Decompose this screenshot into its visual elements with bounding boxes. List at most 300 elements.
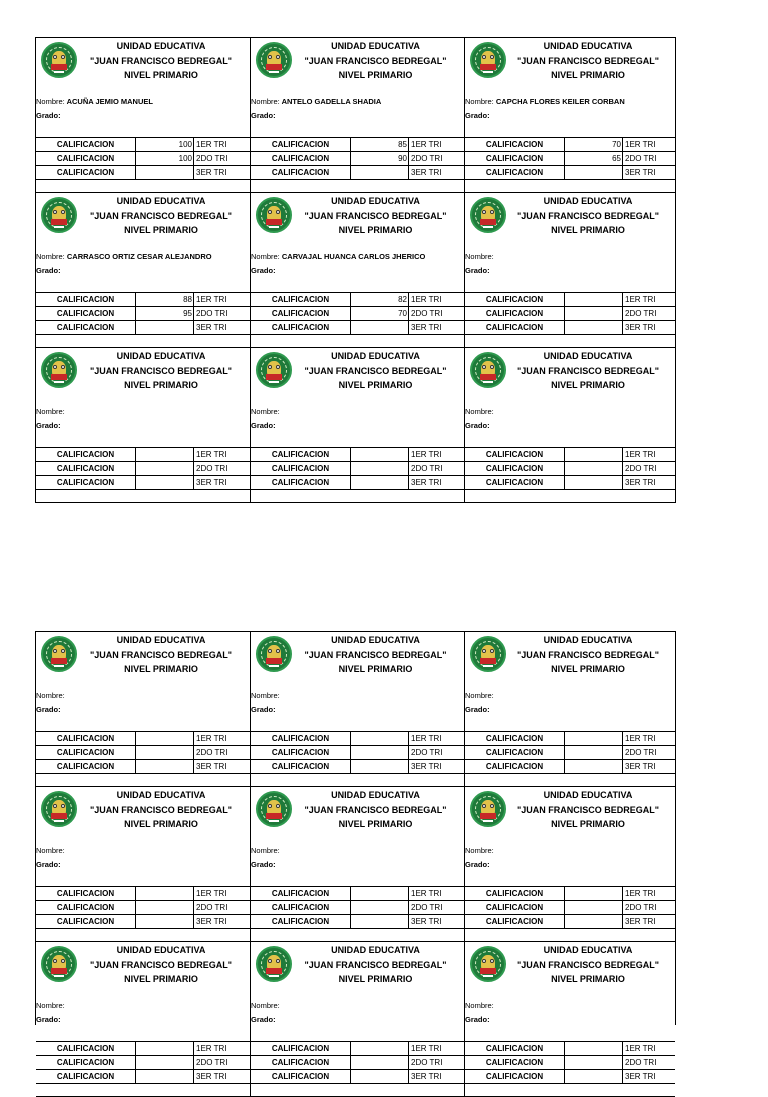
calificacion-label: CALIFICACION: [465, 1070, 565, 1083]
school-line-1: UNIDAD EDUCATIVA: [331, 351, 420, 361]
trimester-3-label: 3ER TRI: [625, 762, 656, 771]
student-name-row: [36, 97, 153, 106]
school-level: NIVEL PRIMARIO: [338, 819, 413, 829]
school-level: NIVEL PRIMARIO: [124, 819, 198, 829]
calificacion-label: CALIFICACION: [465, 1056, 565, 1069]
trimester-2-label: 2DO TRI: [411, 748, 443, 757]
grade-value-2: [351, 1056, 409, 1069]
grade-row-3: [465, 166, 675, 180]
trimester-3-label: 3ER TRI: [411, 1072, 442, 1081]
grade-row-2: [251, 746, 464, 760]
school-name: "JUAN FRANCISCO BEDREGAL": [516, 959, 660, 970]
trimester-2-label: 2DO TRI: [625, 309, 657, 318]
report-card: [465, 787, 675, 942]
grades-table: [251, 447, 464, 490]
grade-row-1: [465, 1042, 675, 1056]
school-line-1: UNIDAD EDUCATIVA: [331, 945, 420, 955]
school-header: [505, 633, 671, 677]
grade-row-1: [251, 293, 464, 307]
nombre-label: Nombre:: [465, 252, 494, 261]
nombre-label: Nombre:: [465, 1001, 494, 1010]
grade-value-2: [565, 462, 623, 475]
report-card: [36, 38, 251, 193]
grade-row-2: [36, 152, 250, 166]
grade-row-1: [36, 1042, 250, 1056]
trimester-1-label: 1ER TRI: [625, 450, 656, 459]
grade-row-2: [465, 307, 675, 321]
calificacion-label: CALIFICACION: [465, 476, 565, 489]
student-name-row: [251, 252, 425, 261]
school-name: "JUAN FRANCISCO BEDREGAL": [89, 55, 233, 66]
grade-row-2: [251, 462, 464, 476]
grade-row-3: [251, 166, 464, 180]
trimester-1-label: 1ER TRI: [625, 295, 656, 304]
grade-row-2: [465, 152, 675, 166]
grades-table: [251, 886, 464, 929]
grado-label: Grado:: [251, 705, 276, 714]
calificacion-label: CALIFICACION: [251, 915, 351, 928]
trimester-1-label: 1ER TRI: [196, 734, 227, 743]
calificacion-label: CALIFICACION: [36, 1056, 136, 1069]
calificacion-label: CALIFICACION: [465, 760, 565, 773]
calificacion-label: CALIFICACION: [36, 138, 136, 151]
trimester-2-label: 2DO TRI: [196, 748, 228, 757]
calificacion-label: CALIFICACION: [251, 293, 351, 306]
calificacion-label: CALIFICACION: [465, 887, 565, 900]
grade-value-2: [136, 1056, 194, 1069]
grade-row-3: [465, 476, 675, 490]
report-card: [251, 632, 465, 787]
grade-value-2: [565, 1056, 623, 1069]
school-level: NIVEL PRIMARIO: [551, 974, 625, 984]
trimester-2-label: 2DO TRI: [411, 903, 443, 912]
grade-row-1: [36, 732, 250, 746]
grade-row-2: [251, 901, 464, 915]
calificacion-label: CALIFICACION: [36, 293, 136, 306]
school-line-1: UNIDAD EDUCATIVA: [116, 945, 206, 955]
grade-row-1: [251, 448, 464, 462]
grado-label: Grado:: [36, 421, 61, 430]
nombre-label: Nombre:: [36, 97, 65, 106]
student-name-row: [465, 691, 494, 700]
grades-table: [465, 447, 675, 490]
grade-row-1: [251, 138, 464, 152]
school-level: NIVEL PRIMARIO: [338, 70, 413, 80]
student-name-row: [36, 1001, 65, 1010]
trimester-2-label: 2DO TRI: [411, 464, 443, 473]
trimester-2-label: 2DO TRI: [625, 903, 657, 912]
grade-row-3: [465, 321, 675, 335]
report-card: [36, 193, 251, 348]
school-level: NIVEL PRIMARIO: [124, 225, 198, 235]
school-line-1: UNIDAD EDUCATIVA: [543, 635, 633, 645]
student-name: CAPCHA FLORES KEILER CORBAN: [495, 97, 625, 106]
school-logo-icon: [470, 946, 506, 982]
school-header: [505, 788, 671, 832]
school-logo-icon: [470, 197, 506, 233]
report-card: [465, 942, 675, 1097]
school-header: [76, 633, 246, 677]
calificacion-label: CALIFICACION: [251, 901, 351, 914]
grade-value-1: [136, 1042, 194, 1055]
grade-row-3: [36, 476, 250, 490]
grade-row-1: [36, 887, 250, 901]
grade-value-3: [136, 321, 194, 334]
nombre-label: Nombre:: [251, 846, 280, 855]
school-level: NIVEL PRIMARIO: [124, 380, 198, 390]
school-header: [291, 39, 460, 83]
grado-label: Grado:: [465, 860, 490, 869]
nombre-label: Nombre:: [251, 691, 280, 700]
grades-table: [465, 292, 675, 335]
report-card: [36, 348, 251, 503]
calificacion-label: CALIFICACION: [251, 760, 351, 773]
grade-row-3: [465, 760, 675, 774]
grade-value-1: [351, 887, 409, 900]
school-line-1: UNIDAD EDUCATIVA: [331, 41, 420, 51]
school-level: NIVEL PRIMARIO: [551, 664, 625, 674]
nombre-label: Nombre:: [36, 691, 65, 700]
grade-value-1: [136, 887, 194, 900]
calificacion-label: CALIFICACION: [465, 166, 565, 179]
calificacion-label: CALIFICACION: [251, 732, 351, 745]
school-line-1: UNIDAD EDUCATIVA: [543, 945, 633, 955]
school-name: "JUAN FRANCISCO BEDREGAL": [304, 959, 447, 970]
student-name-row: [36, 252, 212, 261]
grades-table: [36, 886, 250, 929]
grade-row-2: [36, 1056, 250, 1070]
school-level: NIVEL PRIMARIO: [551, 380, 625, 390]
trimester-2-label: 2DO TRI: [625, 154, 657, 163]
trimester-3-label: 3ER TRI: [196, 1072, 227, 1081]
grade-row-2: [251, 307, 464, 321]
grade-row-3: [36, 1070, 250, 1084]
grade-row-1: [251, 732, 464, 746]
grade-value-1: [565, 732, 623, 745]
calificacion-label: CALIFICACION: [36, 1070, 136, 1083]
nombre-label: Nombre:: [36, 252, 65, 261]
grade-value-2: 65: [565, 152, 623, 165]
school-level: NIVEL PRIMARIO: [551, 819, 625, 829]
school-name: "JUAN FRANCISCO BEDREGAL": [304, 210, 447, 221]
calificacion-label: CALIFICACION: [36, 321, 136, 334]
nombre-label: Nombre:: [36, 407, 65, 416]
trimester-3-label: 3ER TRI: [196, 917, 227, 926]
grado-label: Grado:: [465, 266, 490, 275]
grade-value-3: [565, 915, 623, 928]
student-name-row: [36, 407, 65, 416]
grade-row-3: [36, 915, 250, 929]
grade-row-2: [36, 746, 250, 760]
student-name-row: [251, 846, 280, 855]
grade-value-3: [351, 476, 409, 489]
trimester-1-label: 1ER TRI: [625, 889, 656, 898]
school-header: [291, 194, 460, 238]
grade-row-2: [465, 746, 675, 760]
nombre-label: Nombre:: [465, 97, 494, 106]
student-name-row: [465, 846, 494, 855]
grade-row-3: [251, 321, 464, 335]
student-name-row: [251, 407, 280, 416]
student-name-row: [251, 1001, 280, 1010]
report-card-sheet-1: [35, 37, 676, 503]
grade-value-3: [136, 1070, 194, 1083]
trimester-3-label: 3ER TRI: [625, 1072, 656, 1081]
grade-value-1: [136, 732, 194, 745]
trimester-1-label: 1ER TRI: [196, 295, 227, 304]
report-card: [465, 632, 675, 787]
grade-row-3: [36, 321, 250, 335]
grades-table: [36, 1041, 250, 1084]
school-header: [76, 39, 246, 83]
calificacion-label: CALIFICACION: [465, 138, 565, 151]
school-header: [505, 943, 671, 987]
school-level: NIVEL PRIMARIO: [338, 664, 413, 674]
grade-value-2: [136, 462, 194, 475]
grade-value-1: [136, 448, 194, 461]
calificacion-label: CALIFICACION: [36, 166, 136, 179]
trimester-1-label: 1ER TRI: [411, 889, 442, 898]
school-logo-icon: [470, 352, 506, 388]
trimester-1-label: 1ER TRI: [196, 1044, 227, 1053]
school-level: NIVEL PRIMARIO: [338, 974, 413, 984]
grade-value-3: [565, 321, 623, 334]
grado-label: Grado:: [36, 266, 61, 275]
report-card-sheet-2: [35, 631, 676, 1081]
grade-row-3: [251, 1070, 464, 1084]
grades-table: [251, 292, 464, 335]
student-name: CARVAJAL HUANCA CARLOS JHERICO: [281, 252, 426, 261]
calificacion-label: CALIFICACION: [465, 732, 565, 745]
school-header: [505, 39, 671, 83]
grades-table: [465, 137, 675, 180]
grade-value-2: 70: [351, 307, 409, 320]
grades-table: [36, 447, 250, 490]
calificacion-label: CALIFICACION: [251, 321, 351, 334]
student-name-row: [36, 691, 65, 700]
nombre-label: Nombre:: [36, 1001, 65, 1010]
grade-row-2: [251, 1056, 464, 1070]
school-logo-icon: [41, 42, 77, 78]
grade-value-1: 88: [136, 293, 194, 306]
grades-table: [251, 731, 464, 774]
calificacion-label: CALIFICACION: [251, 476, 351, 489]
grades-table: [36, 292, 250, 335]
grade-value-1: [565, 887, 623, 900]
grado-label: Grado:: [36, 1015, 61, 1024]
school-name: "JUAN FRANCISCO BEDREGAL": [304, 55, 447, 66]
calificacion-label: CALIFICACION: [251, 746, 351, 759]
school-name: "JUAN FRANCISCO BEDREGAL": [516, 649, 660, 660]
school-header: [291, 633, 460, 677]
grade-row-3: [465, 915, 675, 929]
trimester-1-label: 1ER TRI: [196, 450, 227, 459]
calificacion-label: CALIFICACION: [465, 746, 565, 759]
trimester-3-label: 3ER TRI: [625, 917, 656, 926]
trimester-3-label: 3ER TRI: [196, 323, 227, 332]
school-logo-icon: [256, 946, 292, 982]
report-card: [251, 193, 465, 348]
grado-label: Grado:: [251, 111, 276, 120]
school-line-1: UNIDAD EDUCATIVA: [331, 790, 420, 800]
school-logo-icon: [41, 352, 77, 388]
school-header: [76, 349, 246, 393]
school-header: [291, 943, 460, 987]
report-card: [251, 348, 465, 503]
school-name: "JUAN FRANCISCO BEDREGAL": [89, 365, 233, 376]
trimester-1-label: 1ER TRI: [625, 140, 656, 149]
trimester-2-label: 2DO TRI: [196, 1058, 228, 1067]
trimester-3-label: 3ER TRI: [625, 323, 656, 332]
school-logo-icon: [41, 636, 77, 672]
student-name-row: [465, 407, 494, 416]
grado-label: Grado:: [251, 1015, 276, 1024]
grades-table: [251, 137, 464, 180]
school-logo-icon: [256, 791, 292, 827]
grades-table: [36, 137, 250, 180]
calificacion-label: CALIFICACION: [36, 746, 136, 759]
grade-value-1: 82: [351, 293, 409, 306]
trimester-2-label: 2DO TRI: [625, 748, 657, 757]
grade-value-3: [565, 476, 623, 489]
calificacion-label: CALIFICACION: [465, 462, 565, 475]
trimester-1-label: 1ER TRI: [196, 140, 227, 149]
school-line-1: UNIDAD EDUCATIVA: [543, 790, 633, 800]
school-name: "JUAN FRANCISCO BEDREGAL": [516, 210, 660, 221]
school-header: [76, 943, 246, 987]
school-logo-icon: [470, 42, 506, 78]
school-header: [505, 194, 671, 238]
calificacion-label: CALIFICACION: [36, 915, 136, 928]
grades-table: [465, 886, 675, 929]
school-level: NIVEL PRIMARIO: [338, 225, 413, 235]
trimester-1-label: 1ER TRI: [411, 140, 442, 149]
school-logo-icon: [470, 636, 506, 672]
school-name: "JUAN FRANCISCO BEDREGAL": [516, 365, 660, 376]
student-name: ACUÑA JEMIO MANUEL: [66, 97, 153, 106]
calificacion-label: CALIFICACION: [251, 1042, 351, 1055]
grade-row-2: [465, 901, 675, 915]
school-level: NIVEL PRIMARIO: [551, 70, 625, 80]
calificacion-label: CALIFICACION: [36, 307, 136, 320]
school-logo-icon: [256, 636, 292, 672]
grade-value-3: [565, 1070, 623, 1083]
school-line-1: UNIDAD EDUCATIVA: [116, 351, 206, 361]
trimester-2-label: 2DO TRI: [411, 154, 443, 163]
report-card: [36, 942, 251, 1097]
grade-row-1: [36, 293, 250, 307]
school-line-1: UNIDAD EDUCATIVA: [331, 635, 420, 645]
report-card: [465, 193, 675, 348]
grade-row-3: [36, 166, 250, 180]
school-line-1: UNIDAD EDUCATIVA: [116, 196, 206, 206]
school-logo-icon: [256, 197, 292, 233]
calificacion-label: CALIFICACION: [36, 152, 136, 165]
student-name-row: [465, 1001, 494, 1010]
trimester-3-label: 3ER TRI: [196, 478, 227, 487]
grade-value-3: [351, 166, 409, 179]
grade-value-2: [136, 901, 194, 914]
school-line-1: UNIDAD EDUCATIVA: [331, 196, 420, 206]
grado-label: Grado:: [465, 111, 490, 120]
school-header: [291, 349, 460, 393]
grade-value-1: [565, 448, 623, 461]
grado-label: Grado:: [36, 860, 61, 869]
calificacion-label: CALIFICACION: [36, 760, 136, 773]
grade-value-3: [136, 166, 194, 179]
grade-value-2: [565, 307, 623, 320]
nombre-label: Nombre:: [251, 1001, 280, 1010]
school-level: NIVEL PRIMARIO: [124, 664, 198, 674]
calificacion-label: CALIFICACION: [465, 321, 565, 334]
grades-table: [251, 1041, 464, 1084]
calificacion-label: CALIFICACION: [465, 293, 565, 306]
grade-value-1: 85: [351, 138, 409, 151]
grado-label: Grado:: [36, 111, 61, 120]
grade-row-1: [465, 887, 675, 901]
calificacion-label: CALIFICACION: [251, 152, 351, 165]
trimester-3-label: 3ER TRI: [625, 168, 656, 177]
report-card: [251, 942, 465, 1097]
grado-label: Grado:: [465, 705, 490, 714]
school-line-1: UNIDAD EDUCATIVA: [116, 635, 206, 645]
grade-value-2: [351, 901, 409, 914]
grade-value-3: [136, 915, 194, 928]
school-name: "JUAN FRANCISCO BEDREGAL": [89, 649, 233, 660]
student-name: CARRASCO ORTIZ CESAR ALEJANDRO: [66, 252, 212, 261]
report-card: [251, 38, 465, 193]
grade-row-1: [251, 1042, 464, 1056]
school-logo-icon: [470, 791, 506, 827]
grade-row-3: [251, 915, 464, 929]
grade-row-1: [465, 293, 675, 307]
student-name-row: [251, 691, 280, 700]
school-logo-icon: [256, 42, 292, 78]
calificacion-label: CALIFICACION: [36, 476, 136, 489]
calificacion-label: CALIFICACION: [465, 152, 565, 165]
trimester-3-label: 3ER TRI: [196, 762, 227, 771]
grade-value-3: [351, 1070, 409, 1083]
grades-table: [36, 731, 250, 774]
grade-value-2: [565, 901, 623, 914]
grade-value-1: [351, 448, 409, 461]
grade-row-2: [465, 462, 675, 476]
calificacion-label: CALIFICACION: [251, 1056, 351, 1069]
report-card: [465, 348, 675, 503]
grade-row-3: [465, 1070, 675, 1084]
grado-label: Grado:: [251, 860, 276, 869]
trimester-3-label: 3ER TRI: [196, 168, 227, 177]
grade-row-1: [465, 138, 675, 152]
calificacion-label: CALIFICACION: [251, 138, 351, 151]
grade-value-3: [351, 760, 409, 773]
trimester-2-label: 2DO TRI: [411, 309, 443, 318]
student-name: ANTELO GADELLA SHADIA: [281, 97, 382, 106]
grade-value-2: [565, 746, 623, 759]
report-card: [465, 38, 675, 193]
trimester-2-label: 2DO TRI: [196, 464, 228, 473]
school-name: "JUAN FRANCISCO BEDREGAL": [304, 649, 447, 660]
nombre-label: Nombre:: [465, 691, 494, 700]
grade-row-3: [251, 760, 464, 774]
trimester-1-label: 1ER TRI: [625, 734, 656, 743]
calificacion-label: CALIFICACION: [251, 1070, 351, 1083]
grade-value-3: [136, 476, 194, 489]
school-logo-icon: [41, 791, 77, 827]
grade-value-2: [351, 746, 409, 759]
calificacion-label: CALIFICACION: [36, 448, 136, 461]
nombre-label: Nombre:: [36, 846, 65, 855]
